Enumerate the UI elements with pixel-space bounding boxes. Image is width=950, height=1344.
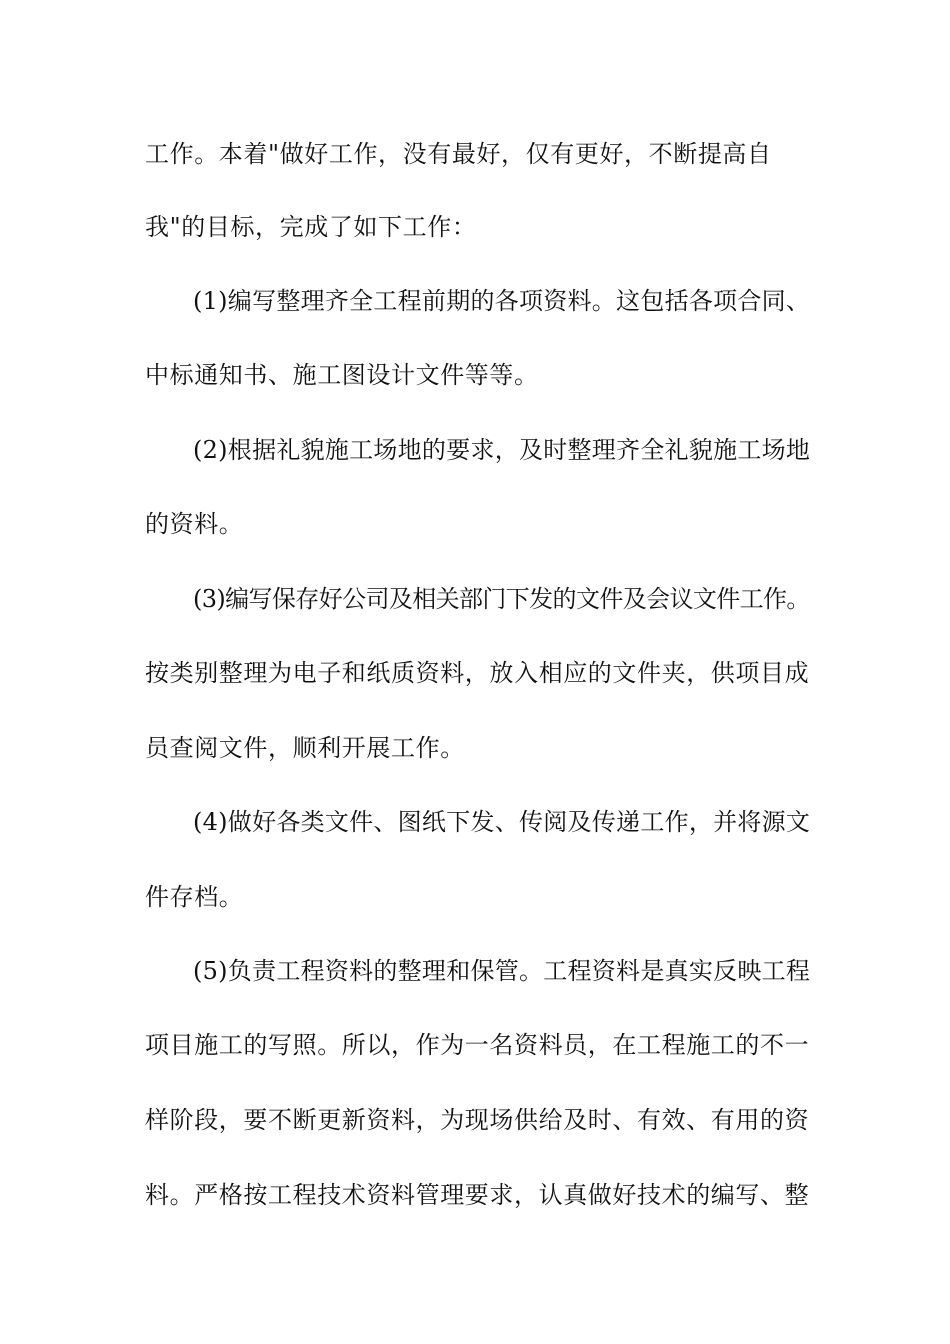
text-line: 员查阅文件，顺利开展工作。 <box>145 734 465 762</box>
text-line: 样阶段，要不断更新资料，为现场供给及时、有效、有用的资 <box>145 1106 810 1134</box>
paragraph-2-start: (2)根据礼貌施工场地的要求，及时整理齐全礼貌施工场地 <box>193 436 811 464</box>
text-line: 料。严格按工程技术资料管理要求，认真做好技术的编写、整 <box>145 1181 810 1209</box>
text-line: 的资料。 <box>145 510 244 538</box>
text-line: 件存档。 <box>145 883 244 911</box>
text-line: 项目施工的写照。所以，作为一名资料员，在工程施工的不一 <box>145 1031 810 1059</box>
text-line: 中标通知书、施工图设计文件等等。 <box>145 361 539 389</box>
paragraph-1-start: (1)编写整理齐全工程前期的各项资料。这包括各项合同、 <box>193 287 811 315</box>
paragraph-5-start: (5)负责工程资料的整理和保管。工程资料是真实反映工程 <box>193 957 811 985</box>
paragraph-4-start: (4)做好各类文件、图纸下发、传阅及传递工作，并将源文 <box>193 808 811 836</box>
text-line: 按类别整理为电子和纸质资料，放入相应的文件夹，供项目成 <box>145 659 810 687</box>
text-line: 工作。本着"做好工作，没有最好，仅有更好，不断提高自 <box>145 140 772 168</box>
text-line: 我"的目标，完成了如下工作： <box>145 213 477 241</box>
paragraph-3-start: (3)编写保存好公司及相关部门下发的文件及会议文件工作。 <box>193 585 810 613</box>
